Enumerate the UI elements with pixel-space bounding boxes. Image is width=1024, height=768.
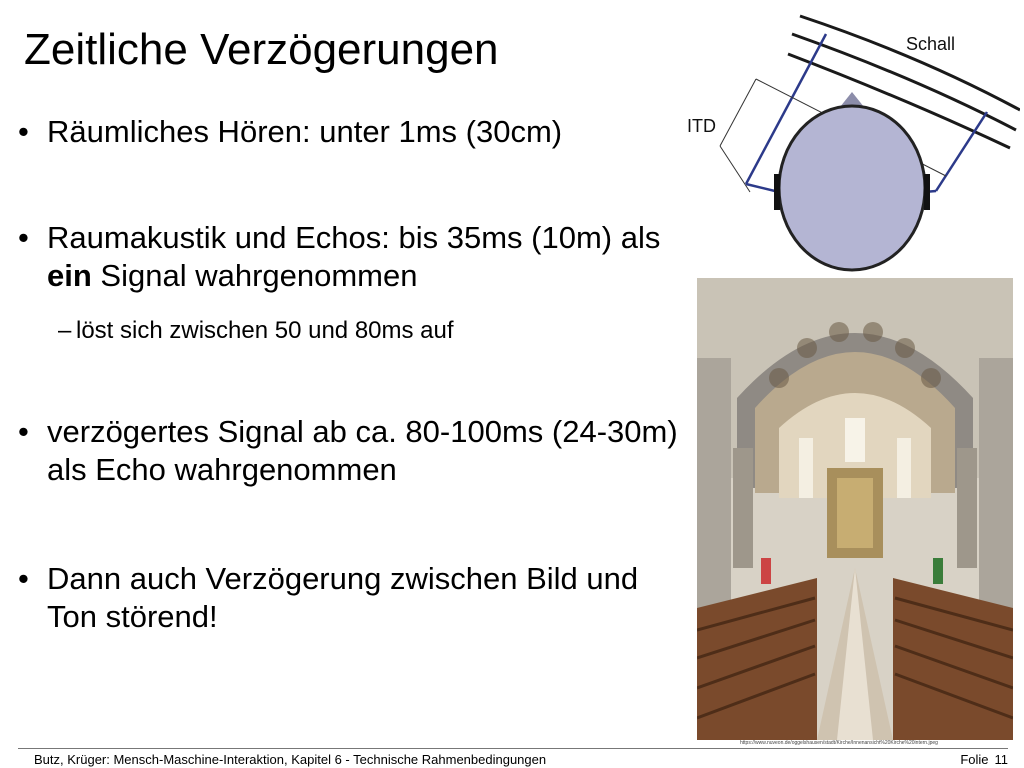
- footer-divider: [18, 748, 1008, 749]
- photo-source-url[interactable]: https://www.nuveon.de/oggelshausen/stadt/Kirche/Innenansicht%20Kirche%20intern.jpeg: [740, 740, 938, 746]
- bullet-item: [18, 413, 687, 489]
- sub-bullet: [58, 316, 454, 346]
- right-ear-icon: [924, 174, 930, 210]
- bullet-text: [47, 219, 687, 295]
- sub-bullet-text: löst sich zwischen 50 und 80ms auf: [76, 317, 454, 344]
- itd-label: ITD: [687, 116, 716, 136]
- bullet-text-part: Raumakustik und Echos: bis 35ms (10m) als: [47, 220, 661, 255]
- left-ear-icon: [774, 174, 780, 210]
- bullet-dot: •: [18, 414, 29, 449]
- footer-credit: Butz, Krüger: Mensch-Maschine-Interaktion, Kapitel 6 - Technische Rahmenbedingungen: [34, 752, 547, 767]
- sound-ray-right: [936, 112, 987, 191]
- bullet-item: [18, 113, 687, 151]
- bullet-dot: •: [18, 220, 29, 255]
- bullet-text-part: Signal wahrgenommen: [91, 258, 418, 293]
- slide-title: Zeitliche Verzögerungen: [24, 25, 499, 74]
- sound-wave-arc: [800, 16, 1020, 110]
- page-number: 11: [994, 752, 1008, 767]
- bullet-item: [18, 560, 687, 636]
- bullet-dot: •: [18, 561, 29, 596]
- church-interior-photo: [697, 278, 1013, 740]
- bullet-text: verzögertes Signal ab ca. 80-100ms (24-30m) als Echo wahrgenommen: [47, 414, 678, 487]
- bullet-text: Dann auch Verzögerung zwischen Bild und Ton störend!: [47, 561, 639, 634]
- folie-label: Folie: [960, 752, 989, 767]
- bullet-text: Räumliches Hören: unter 1ms (30cm): [47, 114, 563, 149]
- bullet-item: [18, 219, 687, 295]
- sub-bullet-dash: –: [58, 317, 72, 344]
- itd-measure-line: [720, 146, 750, 192]
- itd-measure-line: [720, 79, 756, 146]
- schall-label: Schall: [906, 34, 956, 54]
- head-shape: [779, 106, 925, 270]
- bullet-text-emphasis: ein: [47, 258, 92, 293]
- itd-diagram: [684, 8, 1020, 276]
- footer-slide-number: [960, 752, 1008, 767]
- bullet-dot: •: [18, 114, 29, 149]
